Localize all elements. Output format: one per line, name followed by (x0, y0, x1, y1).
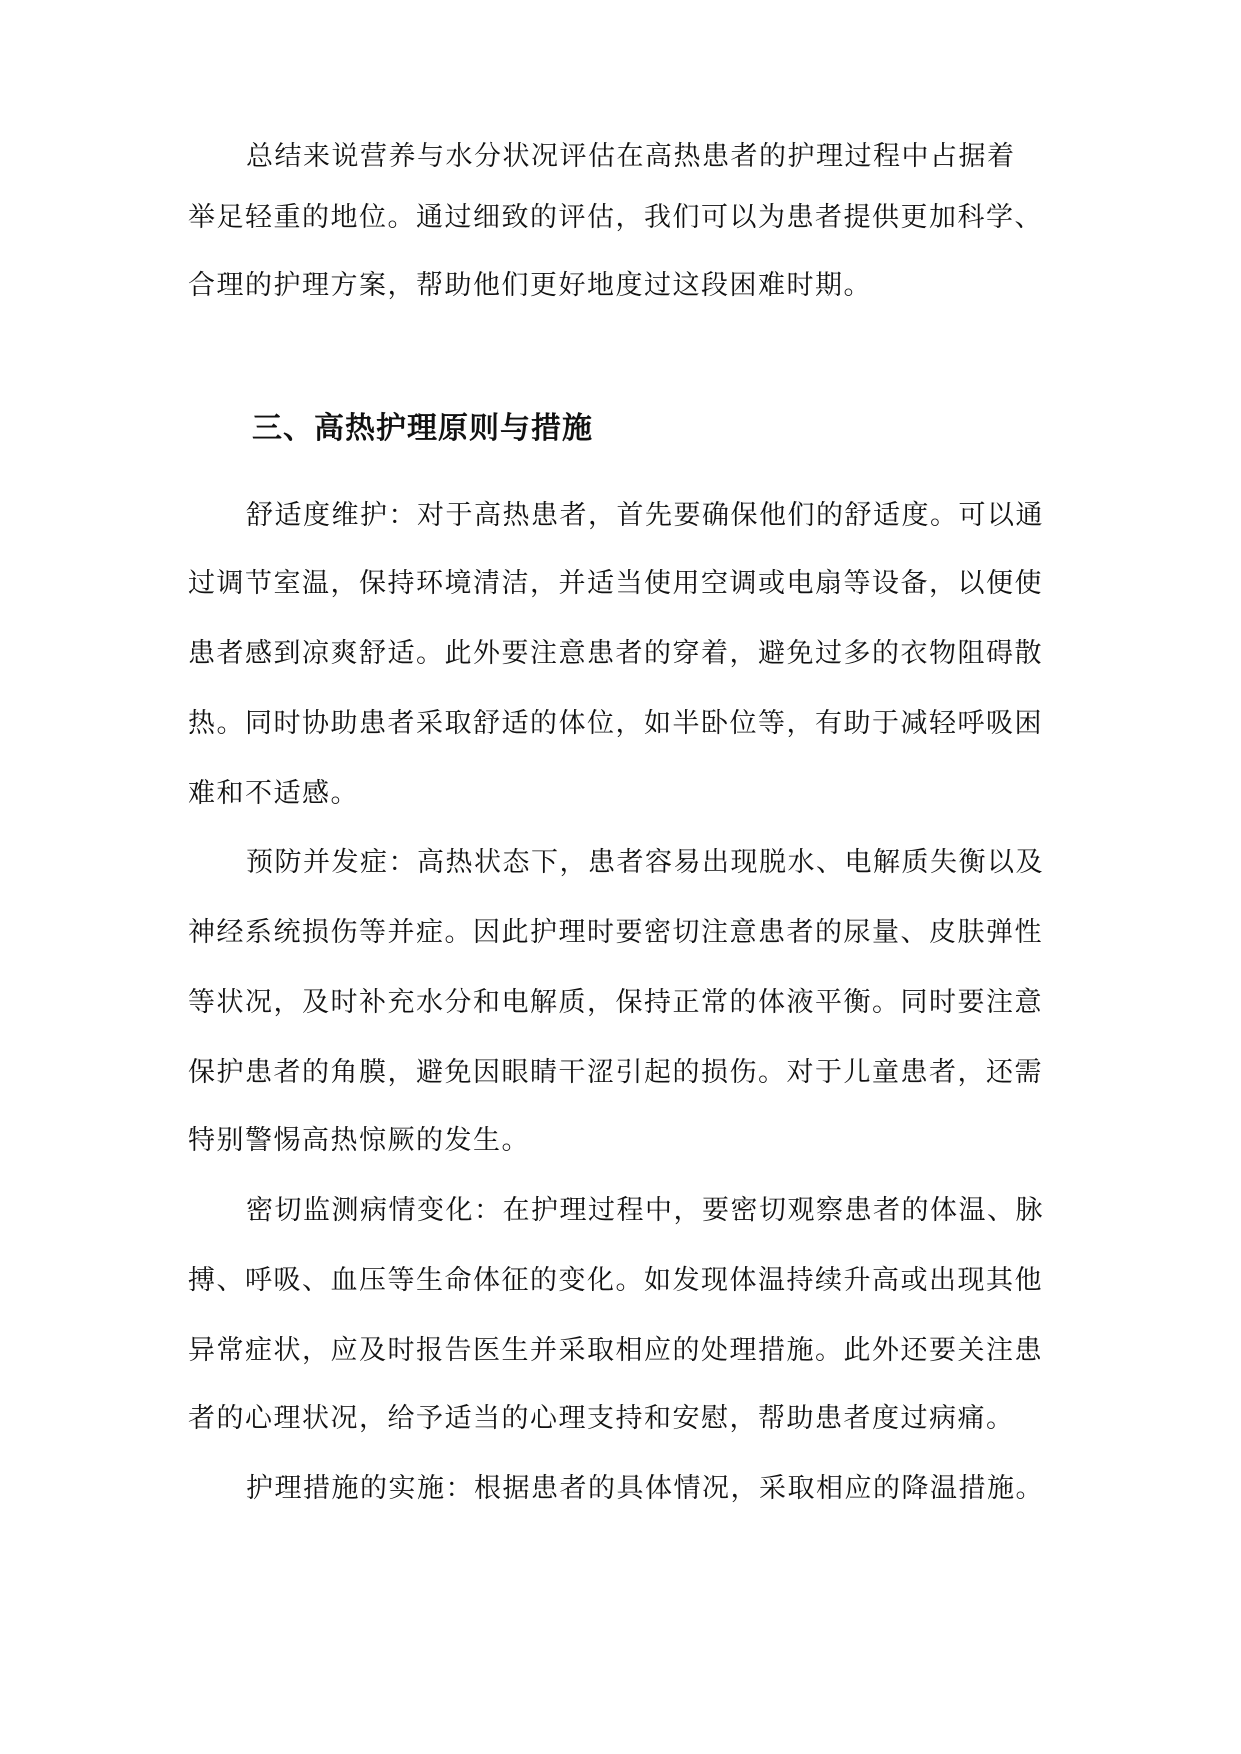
paragraph-4-line-4: 者的心理状况，给予适当的心理支持和安慰，帮助患者度过病痛。 (188, 1403, 1015, 1434)
paragraph-2-line-4: 热。同时协助患者采取舒适的体位，如半卧位等，有助于减轻呼吸困 (188, 708, 1043, 739)
paragraph-1-line-1: 总结来说营养与水分状况评估在高热患者的护理过程中占据着 (246, 141, 1016, 172)
paragraph-3-line-3: 等状况，及时补充水分和电解质，保持正常的体液平衡。同时要注意 (188, 987, 1043, 1018)
paragraph-4-line-1: 密切监测病情变化：在护理过程中，要密切观察患者的体温、脉 (246, 1195, 1044, 1226)
paragraph-1-line-3: 合理的护理方案，帮助他们更好地度过这段困难时期。 (188, 270, 872, 301)
paragraph-3-line-5: 特别警惕高热惊厥的发生。 (188, 1125, 530, 1156)
paragraph-4-line-3: 异常症状，应及时报告医生并采取相应的处理措施。此外还要关注患 (188, 1335, 1043, 1366)
paragraph-1-line-2: 举足轻重的地位。通过细致的评估，我们可以为患者提供更加科学、 (188, 202, 1043, 233)
paragraph-2-line-1: 舒适度维护：对于高热患者，首先要确保他们的舒适度。可以通 (246, 500, 1044, 531)
paragraph-2-line-3: 患者感到凉爽舒适。此外要注意患者的穿着，避免过多的衣物阻碍散 (188, 638, 1043, 669)
paragraph-4-line-2: 搏、呼吸、血压等生命体征的变化。如发现体温持续升高或出现其他 (188, 1265, 1043, 1296)
paragraph-2-line-2: 过调节室温，保持环境清洁，并适当使用空调或电扇等设备，以便使 (188, 568, 1043, 599)
paragraph-5-line-1: 护理措施的实施：根据患者的具体情况，采取相应的降温措施。 (246, 1473, 1044, 1504)
paragraph-3-line-4: 保护患者的角膜，避免因眼睛干涩引起的损伤。对于儿童患者，还需 (188, 1057, 1043, 1088)
section-heading: 三、高热护理原则与措施 (252, 411, 593, 446)
paragraph-2-line-5: 难和不适感。 (188, 778, 359, 809)
paragraph-3-line-1: 预防并发症：高热状态下，患者容易出现脱水、电解质失衡以及 (246, 847, 1044, 878)
paragraph-3-line-2: 神经系统损伤等并症。因此护理时要密切注意患者的尿量、皮肤弹性 (188, 917, 1043, 948)
